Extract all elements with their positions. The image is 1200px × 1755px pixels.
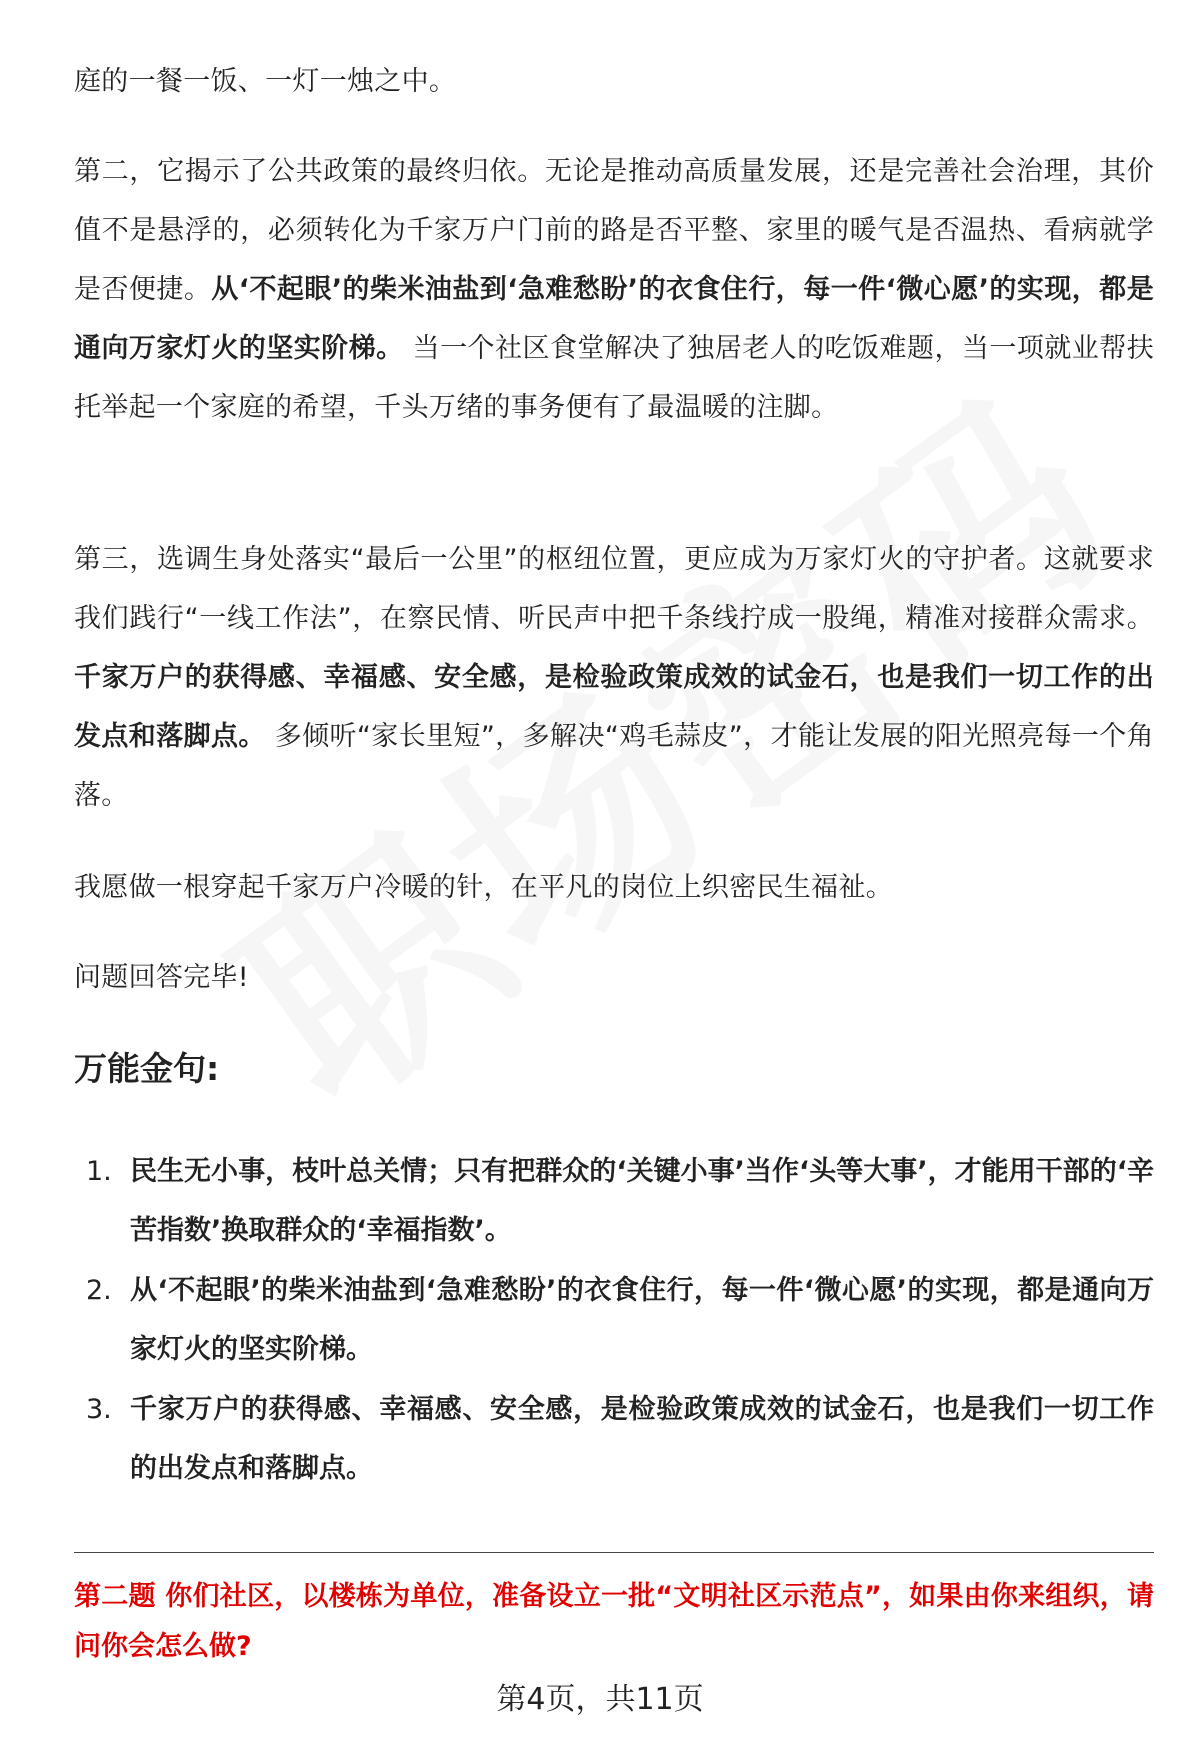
list-text: 千家万户的获得感、幸福感、安全感，是检验政策成效的试金石，也是我们一切工作的出发点和落脚点。 bbox=[130, 1394, 1154, 1484]
list-number: 2. bbox=[86, 1275, 112, 1306]
section-heading: 万能金句: bbox=[74, 1049, 220, 1088]
list-item bbox=[74, 1142, 1154, 1260]
paragraph-continuation: 庭的一餐一饭、一灯一烛之中。 bbox=[74, 66, 457, 97]
list-number: 3. bbox=[86, 1394, 112, 1425]
paragraph-closing: 我愿做一根穿起千家万户冷暖的针，在平凡的岗位上织密民生福祉。 bbox=[74, 872, 893, 903]
paragraph-text: 多倾听“家长里短”，多解决“鸡毛蒜皮”，才能让发展的阳光照亮每一个角落。 bbox=[74, 721, 1154, 811]
paragraph-bold-text: 从‘不起眼’的柴米油盐到‘急难愁盼’的衣食住行，每一件‘微心愿’的实现，都是通向万家灯火的坚实阶梯。 bbox=[74, 274, 1154, 364]
paragraph-bold-text: 千家万户的获得感、幸福感、安全感，是检验政策成效的试金石，也是我们一切工作的出发点和落脚点。 bbox=[74, 662, 1154, 752]
paragraph-end: 问题回答完毕! bbox=[74, 962, 249, 993]
next-question: 第二题 你们社区，以楼栋为单位，准备设立一批“文明社区示范点”，如果由你来组织，请问你会怎么做? bbox=[74, 1581, 1154, 1662]
paragraph-second-point bbox=[74, 142, 1154, 437]
list-text: 从‘不起眼’的柴米油盐到‘急难愁盼’的衣食住行，每一件‘微心愿’的实现，都是通向万家灯火的坚实阶梯。 bbox=[130, 1275, 1154, 1365]
list-item bbox=[74, 1380, 1154, 1498]
list-item bbox=[74, 1261, 1154, 1379]
paragraph-text: 第二，它揭示了公共政策的最终归依。无论是推动高质量发展，还是完善社会治理，其价值不是悬浮的，必须转化为千家万户门前的路是否平整、家里的暖气是否温热、看病就学是否便捷。 bbox=[74, 156, 1154, 305]
list-number: 1. bbox=[86, 1156, 112, 1187]
paragraph-text: 第三，选调生身处落实“最后一公里”的枢纽位置，更应成为万家灯火的守护者。这就要求我们践行“一线工作法”，在察民情、听民声中把千条线拧成一股绳，精准对接群众需求。 bbox=[74, 544, 1154, 634]
paragraph-third-point bbox=[74, 530, 1154, 825]
quote-list bbox=[74, 1142, 1154, 1499]
list-text: 民生无小事，枝叶总关情；只有把群众的‘关键小事’当作‘头等大事’，才能用干部的‘辛苦指数’换取群众的‘幸福指数’。 bbox=[130, 1156, 1154, 1246]
divider bbox=[74, 1552, 1154, 1553]
paragraph-text: 当一个社区食堂解决了独居老人的吃饭难题，当一项就业帮扶托举起一个家庭的希望，千头万绪的事务便有了最温暖的注脚。 bbox=[74, 333, 1154, 423]
page-number: 第4页，共11页 bbox=[496, 1682, 704, 1717]
